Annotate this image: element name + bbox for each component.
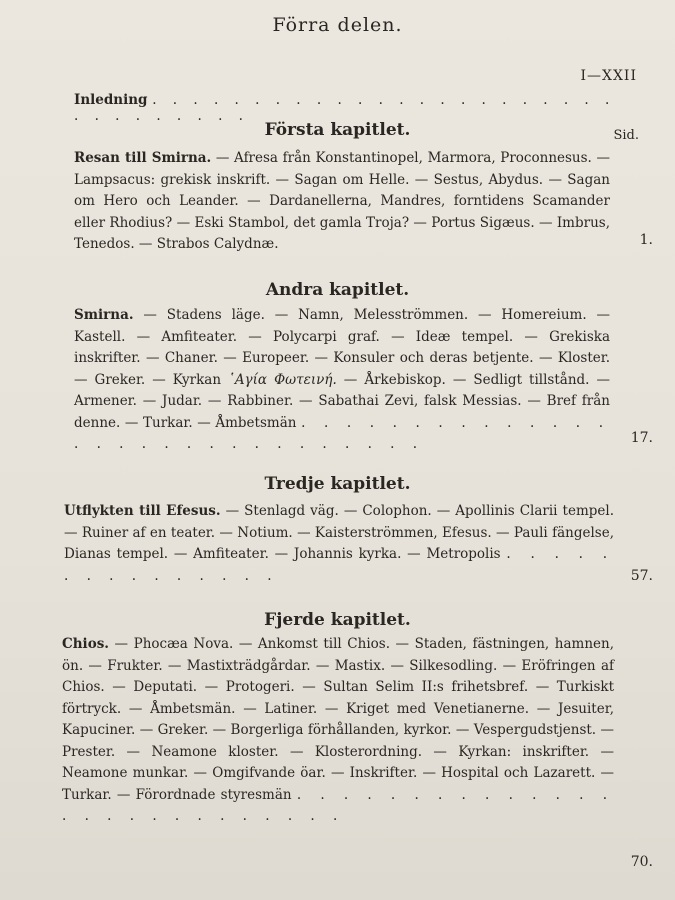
chapter-4-entry	[62, 634, 614, 828]
chapter-3-heading: Tredje kapitlet.	[264, 474, 411, 494]
chapter-2-entry	[74, 305, 610, 456]
chapter-3-contents: — Stenlagd väg. — Colophon. — Apollinis Clarii tempel. — Ruiner af en teater. — Notium. — Kaisterströmmen, Efesus. — Pauli fängelse, Dianas tempel. — Amfiteater. — Johannis kyrka. — Metropolis	[64, 503, 614, 562]
intro-page-range: I—XXII	[580, 68, 637, 84]
part-title: Förra delen.	[272, 14, 403, 36]
chapter-2-page: 17.	[630, 430, 653, 446]
chapter-1-title: Resan till Smirna.	[74, 150, 212, 166]
chapter-2-contents-a: — Stadens läge. — Namn, Melesströmmen. — Homereium. — Kastell. — Amfiteater. — Polycarpi graf. — Ideæ tempel. — Grekiska inskrifter. — Chaner. — Europeer. — Konsuler och deras betjente. — Kloster. — Greker. — Kyrkan	[74, 307, 610, 388]
intro-label: Inledning	[74, 92, 148, 108]
chapter-3-page: 57.	[630, 568, 653, 584]
chapter-1-entry	[74, 148, 610, 256]
chapter-2-contents-b: — Årkebiskop. — Sedligt tillstånd. — Armener. — Judar. — Rabbiner. — Sabathai Zevi, falsk Messias. — Bref från denne. — Turkar. — Åmbetsmän	[74, 371, 610, 431]
chapter-3-entry	[64, 501, 614, 587]
chapter-4-title: Chios.	[62, 636, 109, 652]
page-column-label: Sid.	[613, 128, 639, 143]
chapter-2-leader: . . . . . . . . . . . . . . . . . . . . . . . . . . . . . .	[74, 414, 610, 452]
chapter-4-heading: Fjerde kapitlet.	[264, 610, 411, 630]
chapter-1-contents: — Afresa från Konstantinopel, Marmora, Proconnesus. — Lampsacus: grekisk inskrift. — Sagan om Helle. — Sestus, Abydus. — Sagan om Hero och Leander. — Dardanellerna, Mandres, forntidens Scamander eller Rhodius? — Eski Stambol, det gamla Troja? — Portus Sigæus. — Imbrus, Tenedos. — Strabos Calydnæ.	[74, 150, 610, 252]
chapter-2-heading: Andra kapitlet.	[265, 280, 410, 300]
chapter-3-leader: . . . . . . . . . . . . . . .	[64, 546, 615, 584]
chapter-4-contents: — Phocæa Nova. — Ankomst till Chios. — Staden, fästningen, hamnen, ön. — Frukter. — Mastixträdgårdar. — Mastix. — Silkesodling. — Eröfringen af Chios. — Deputati. — Protogeri. — Sultan Selim II:s frihetsbref. — Turkiskt förtryck. — Åmbetsmän. — Latiner. — Kriget med Venetianerne. — Jesuiter, Kapuciner. — Greker. — Borgerliga förhållanden, kyrkor. — Vespergudstjenst. — Prester. — Neamone kloster. — Klosterordning. — Kyrkan: inskrifter. — Neamone munkar. — Omgifvande öar. — Inskrifter. — Hospital och Lazarett. — Turkar. — Förordnade styresmän	[62, 636, 614, 803]
chapter-4-page: 70.	[630, 854, 653, 870]
chapter-3-title: Utflykten till Efesus.	[64, 503, 221, 519]
chapter-4-leader: . . . . . . . . . . . . . . . . . . . . . . . . . . .	[62, 786, 614, 824]
intro-leader: . . . . . . . . . . . . . . . . . . . . . . . . . . . . . . . .	[74, 92, 616, 124]
chapter-2-title: Smirna.	[74, 307, 134, 323]
chapter-1-page: 1.	[639, 232, 653, 248]
chapter-1-heading: Första kapitlet.	[264, 120, 411, 140]
chapter-2-greek-name: ῾Αγία Φωτεινή.	[228, 371, 337, 388]
